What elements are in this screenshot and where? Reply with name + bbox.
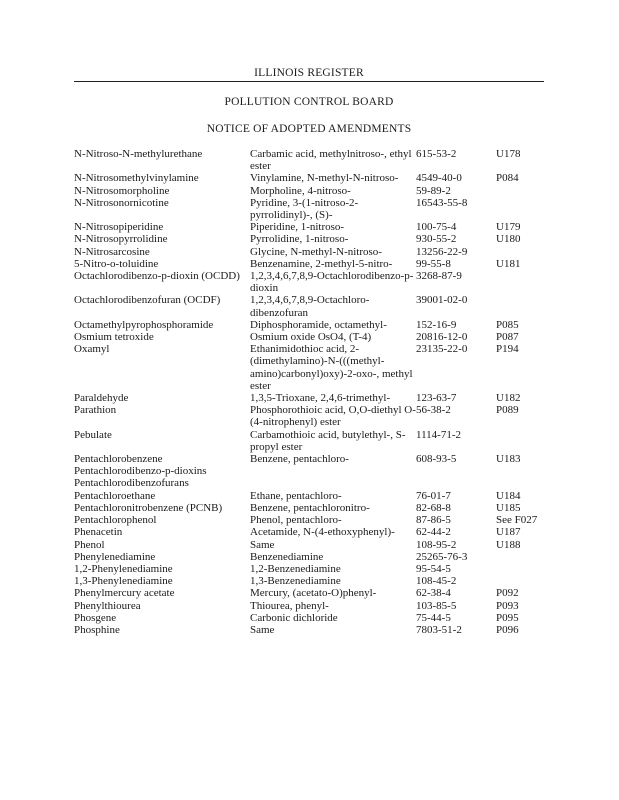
constituent-name: N-Nitroso-N-methylurethane xyxy=(74,148,203,160)
table-row xyxy=(74,197,546,221)
waste-code: P092 xyxy=(496,587,519,600)
waste-code: U185 xyxy=(496,501,521,514)
cas-number: 23135-22-0 xyxy=(416,343,468,356)
waste-code: U188 xyxy=(496,538,521,551)
table-row xyxy=(74,185,546,197)
constituent-name: N-Nitrosarcosine xyxy=(74,245,150,258)
synonym: Piperidine, 1-nitroso- xyxy=(250,221,345,234)
waste-code: P084 xyxy=(496,172,519,185)
constituent-name: N-Nitrosonornicotine xyxy=(74,196,169,209)
synonym: Benzenediamine xyxy=(250,550,324,563)
synonym: Carbonic dichloride xyxy=(250,611,338,624)
cas-number: 99-55-8 xyxy=(416,257,451,270)
table-row xyxy=(74,148,546,172)
synonym: 1,2-Benzenediamine xyxy=(250,562,341,575)
constituent-name: Phenylenediamine xyxy=(74,550,156,563)
constituent-name: Phenylthiourea xyxy=(74,599,141,612)
constituent-name: Osmium tetroxide xyxy=(74,331,154,344)
table-row xyxy=(74,221,546,233)
table-row xyxy=(74,331,546,343)
table-row xyxy=(74,539,546,551)
synonym: 1,3-Benzenediamine xyxy=(250,575,341,588)
waste-code: P096 xyxy=(496,623,519,636)
waste-code: P093 xyxy=(496,599,519,612)
hazardous-constituents-table xyxy=(74,148,546,636)
cas-number: 100-75-4 xyxy=(416,221,457,234)
constituent-name: Pentachlorodibenzo-p-dioxins xyxy=(74,465,207,478)
cas-number: 59-89-2 xyxy=(416,184,451,197)
constituent-name: Parathion xyxy=(74,404,117,417)
constituent-name: Phosphine xyxy=(74,623,120,636)
synonym: Benzene, pentachloro- xyxy=(250,453,349,466)
table-row xyxy=(74,563,546,575)
synonym: Morpholine, 4-nitroso- xyxy=(250,184,351,197)
synonym: Same xyxy=(250,538,275,551)
cas-number: 3268-87-9 xyxy=(416,270,462,283)
waste-code: U181 xyxy=(496,257,521,270)
constituent-name: Phenacetin xyxy=(74,526,123,539)
waste-code xyxy=(496,465,546,477)
cas-number: 7803-51-2 xyxy=(416,623,462,636)
table-row xyxy=(74,246,546,258)
cas-number xyxy=(416,477,496,489)
synonym: Benzene, pentachloronitro- xyxy=(250,501,370,514)
notice-heading: NOTICE OF ADOPTED AMENDMENTS xyxy=(206,123,412,135)
cas-number: 152-16-9 xyxy=(416,318,457,331)
cas-number: 20816-12-0 xyxy=(416,331,468,344)
constituent-name: N-Nitrosomethylvinylamine xyxy=(74,172,199,185)
synonym: Glycine, N-methyl-N-nitroso- xyxy=(250,245,382,258)
constituent-name: Pentachlorobenzene xyxy=(74,453,163,466)
constituent-name: Pentachloroethane xyxy=(74,489,156,502)
waste-code: U178 xyxy=(496,148,521,160)
cas-number: 4549-40-0 xyxy=(416,172,462,185)
synonym: Benzenamine, 2-methyl-5-nitro- xyxy=(250,257,393,270)
synonym: Diphosphoramide, octamethyl- xyxy=(250,318,387,331)
waste-code xyxy=(496,477,546,489)
cas-number: 87-86-5 xyxy=(416,514,451,527)
waste-code: U182 xyxy=(496,392,521,405)
cas-number: 608-93-5 xyxy=(416,453,457,466)
table-row xyxy=(74,429,546,453)
synonym: Thiourea, phenyl- xyxy=(250,599,329,612)
table-row xyxy=(74,233,546,245)
synonym: Phenol, pentachloro- xyxy=(250,514,342,527)
constituent-name: N-Nitrosopyrrolidine xyxy=(74,233,168,246)
constituent-name: Oxamyl xyxy=(74,343,110,356)
synonym: 1,2,3,4,6,7,8,9-Octachloro-dibenzofuran xyxy=(250,294,370,319)
cas-number: 1114-71-2 xyxy=(416,428,462,441)
synonym xyxy=(250,477,416,489)
cas-number: 108-95-2 xyxy=(416,538,457,551)
waste-code xyxy=(496,551,546,563)
waste-code xyxy=(496,246,546,258)
table-row xyxy=(74,270,546,294)
table-row xyxy=(74,172,546,184)
cas-number: 75-44-5 xyxy=(416,611,451,624)
table-row xyxy=(74,465,546,477)
board-heading: POLLUTION CONTROL BOARD xyxy=(224,96,394,108)
table-row xyxy=(74,575,546,587)
waste-code: P095 xyxy=(496,611,519,624)
table-row xyxy=(74,343,546,392)
cas-number: 76-01-7 xyxy=(416,489,451,502)
synonym: 1,2,3,4,6,7,8,9-Octachlorodibenzo-p-dioxin xyxy=(250,270,414,295)
cas-number: 25265-76-3 xyxy=(416,550,468,563)
synonym xyxy=(250,465,416,477)
table-row xyxy=(74,526,546,538)
constituent-name: 5-Nitro-o-toluidine xyxy=(74,257,159,270)
constituent-name: Pentachloronitrobenzene (PCNB) xyxy=(74,501,223,514)
table-row xyxy=(74,294,546,318)
waste-code: P087 xyxy=(496,331,519,344)
constituent-name: Octachlorodibenzofuran (OCDF) xyxy=(74,294,221,307)
constituent-name: Phenol xyxy=(74,538,105,551)
synonym: Phosphorothioic acid, O,O-diethyl O-(4-nitrophenyl) ester xyxy=(250,404,416,429)
table-row xyxy=(74,612,546,624)
synonym: Carbamic acid, methylnitroso-, ethyl ester xyxy=(250,148,412,173)
table-row xyxy=(74,319,546,331)
cas-number: 16543-55-8 xyxy=(416,196,468,209)
table-row xyxy=(74,624,546,636)
waste-code xyxy=(496,197,546,221)
cas-number xyxy=(416,465,496,477)
synonym: Same xyxy=(250,623,275,636)
register-heading: ILLINOIS REGISTER xyxy=(254,67,364,79)
cas-number: 930-55-2 xyxy=(416,233,457,246)
waste-code: U179 xyxy=(496,221,521,234)
cas-number: 615-53-2 xyxy=(416,148,457,160)
table-row xyxy=(74,551,546,563)
waste-code xyxy=(496,575,546,587)
cas-number: 62-44-2 xyxy=(416,526,451,539)
table-row xyxy=(74,453,546,465)
waste-code xyxy=(496,563,546,575)
constituent-name: Pentachlorodibenzofurans xyxy=(74,477,189,490)
cas-number: 13256-22-9 xyxy=(416,245,468,258)
waste-code: U180 xyxy=(496,233,521,246)
cas-number: 108-45-2 xyxy=(416,575,457,588)
constituent-name: 1,3-Phenylenediamine xyxy=(74,575,173,588)
synonym: Pyrrolidine, 1-nitroso- xyxy=(250,233,349,246)
constituent-name: Octachlorodibenzo-p-dioxin (OCDD) xyxy=(74,270,240,283)
header-rule xyxy=(74,81,544,82)
constituent-name: Phosgene xyxy=(74,611,117,624)
table-row xyxy=(74,514,546,526)
waste-code: P085 xyxy=(496,318,519,331)
cas-number: 82-68-8 xyxy=(416,501,451,514)
synonym: Ethanimidothioc acid, 2-(dimethylamino)-N-(((methyl-amino)carbonyl)oxy)-2-oxo-, methyl ester xyxy=(250,343,413,392)
constituent-name: Octamethylpyrophosphoramide xyxy=(74,318,214,331)
constituent-name: Phenylmercury acetate xyxy=(74,587,175,600)
cas-number: 95-54-5 xyxy=(416,562,451,575)
constituent-name: Pentachlorophenol xyxy=(74,514,157,527)
waste-code xyxy=(496,429,546,453)
synonym: Carbamothioic acid, butylethyl-, S-propyl ester xyxy=(250,428,406,453)
waste-code: U187 xyxy=(496,526,521,539)
constituent-name: N-Nitrosopiperidine xyxy=(74,221,164,234)
table-row xyxy=(74,258,546,270)
synonym: Mercury, (acetato-O)phenyl- xyxy=(250,587,377,600)
constituent-name: Pebulate xyxy=(74,428,112,441)
table-row xyxy=(74,490,546,502)
cas-number: 39001-02-0 xyxy=(416,294,468,307)
synonym: 1,3,5-Trioxane, 2,4,6-trimethyl- xyxy=(250,392,391,405)
constituent-name: Paraldehyde xyxy=(74,392,129,405)
waste-code xyxy=(496,294,546,318)
table-row xyxy=(74,477,546,489)
synonym: Pyridine, 3-(1-nitroso-2-pyrrolidinyl)-, (S)- xyxy=(250,196,359,222)
waste-code xyxy=(496,270,546,294)
table-row xyxy=(74,392,546,404)
synonym: Osmium oxide OsO4, (T-4) xyxy=(250,331,372,344)
waste-code: P194 xyxy=(496,343,519,356)
waste-code: U184 xyxy=(496,489,521,502)
cas-number: 56-38-2 xyxy=(416,404,451,417)
synonym: Vinylamine, N-methyl-N-nitroso- xyxy=(250,172,399,185)
synonym: Ethane, pentachloro- xyxy=(250,489,342,502)
waste-code xyxy=(496,185,546,197)
table-row xyxy=(74,600,546,612)
constituent-name: 1,2-Phenylenediamine xyxy=(74,562,173,575)
waste-code: P089 xyxy=(496,404,519,417)
cas-number: 62-38-4 xyxy=(416,587,451,600)
cas-number: 123-63-7 xyxy=(416,392,457,405)
table-row xyxy=(74,502,546,514)
synonym: Acetamide, N-(4-ethoxyphenyl)- xyxy=(250,526,395,539)
constituent-name: N-Nitrosomorpholine xyxy=(74,184,170,197)
cas-number: 103-85-5 xyxy=(416,599,457,612)
table-row xyxy=(74,404,546,428)
waste-code: See F027 xyxy=(496,514,538,527)
table-row xyxy=(74,587,546,599)
waste-code: U183 xyxy=(496,453,521,466)
